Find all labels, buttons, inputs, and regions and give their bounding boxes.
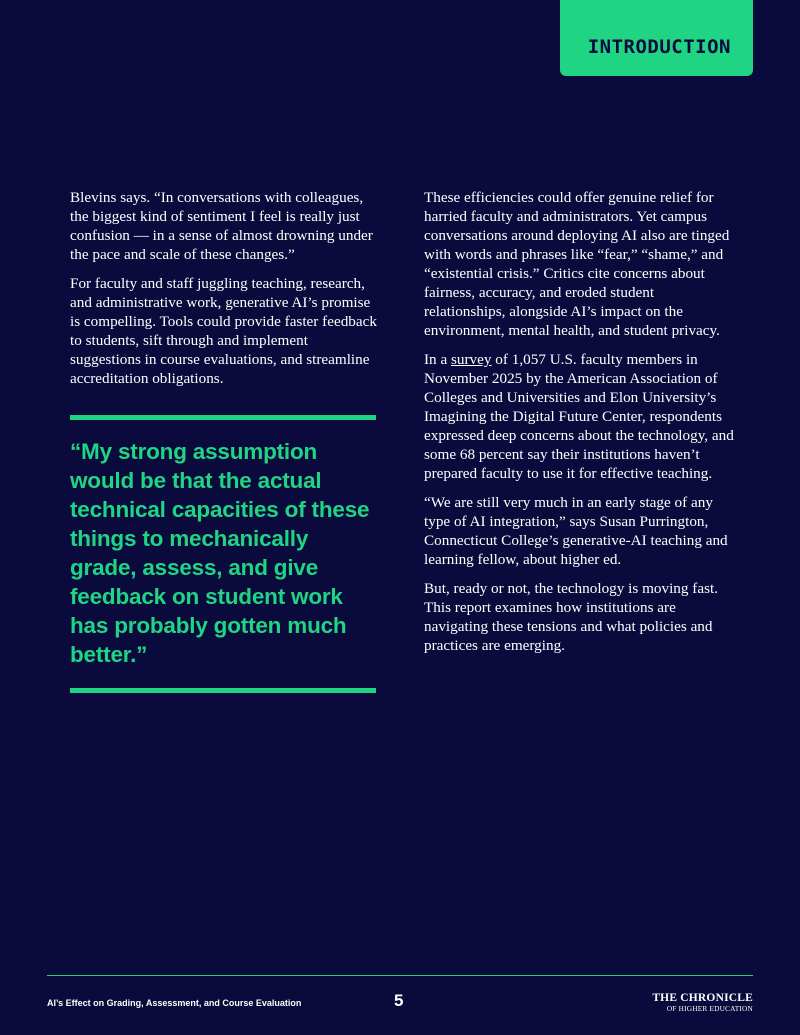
left-paragraph-2: For faculty and staff juggling teaching, research, and administrative work, generative AI’s promise is compelling. Tools could provide faster feedback to students, sift through and implement suggestions in course evaluations, and streamline accreditation obligations. xyxy=(70,275,377,387)
right-paragraph-2 xyxy=(424,350,736,483)
right-paragraph-1: These efficiencies could offer genuine relief for harried faculty and administrators. Yet campus conversations around deploying AI also are tinged with words and phrases like “fear,” “shame,” and “existential crisis.” Critics cite concerns about fairness, accuracy, and eroded student relationships, alongside AI’s impact on the environment, mental health, and student privacy. xyxy=(424,189,730,339)
right-column xyxy=(424,188,736,665)
footer-report-title: AI’s Effect on Grading, Assessment, and Course Evaluation xyxy=(47,998,302,1008)
left-paragraph-1: Blevins says. “In conversations with colleagues, the biggest kind of sentiment I feel is really just confusion — in a sense of almost drowning under the pace and scale of these changes.” xyxy=(70,189,373,263)
logo-line-1: THE CHRONICLE xyxy=(652,992,753,1004)
right-paragraph-3: “We are still very much in an early stage of any type of AI integration,” says Susan Purrington, Connecticut College’s generative-AI teaching and learning fellow, about higher ed. xyxy=(424,494,728,568)
right-paragraph-4: But, ready or not, the technology is moving fast. This report examines how institutions are navigating these tensions and what policies and practices are emerging. xyxy=(424,580,718,654)
page-number: 5 xyxy=(394,991,404,1010)
section-tab xyxy=(560,0,753,76)
pull-quote-bottom-rule xyxy=(70,688,376,693)
survey-link[interactable]: survey xyxy=(451,351,492,368)
pull-quote xyxy=(70,415,376,693)
logo-line-2: OF HIGHER EDUCATION xyxy=(666,1004,753,1013)
footer-divider xyxy=(47,975,753,976)
section-label: INTRODUCTION xyxy=(587,36,731,58)
pull-quote-text: “My strong assumption would be that the actual technical capacities of these things to mechanically grade, assess, and give feedback on student work has probably gotten much better.” xyxy=(70,439,370,667)
chronicle-logo xyxy=(652,993,753,1013)
left-column xyxy=(70,188,380,398)
survey-suffix: of 1,057 U.S. faculty members in November 2025 by the American Association of Colleges and Universities and Elon University’s Imagining the Digital Future Center, respondents expressed deep concerns about the technology, and some 68 percent say their institutions haven’t prepared faculty to use it for effective teaching. xyxy=(424,351,734,482)
pull-quote-top-rule xyxy=(70,415,376,420)
survey-prefix: In a xyxy=(424,351,451,368)
